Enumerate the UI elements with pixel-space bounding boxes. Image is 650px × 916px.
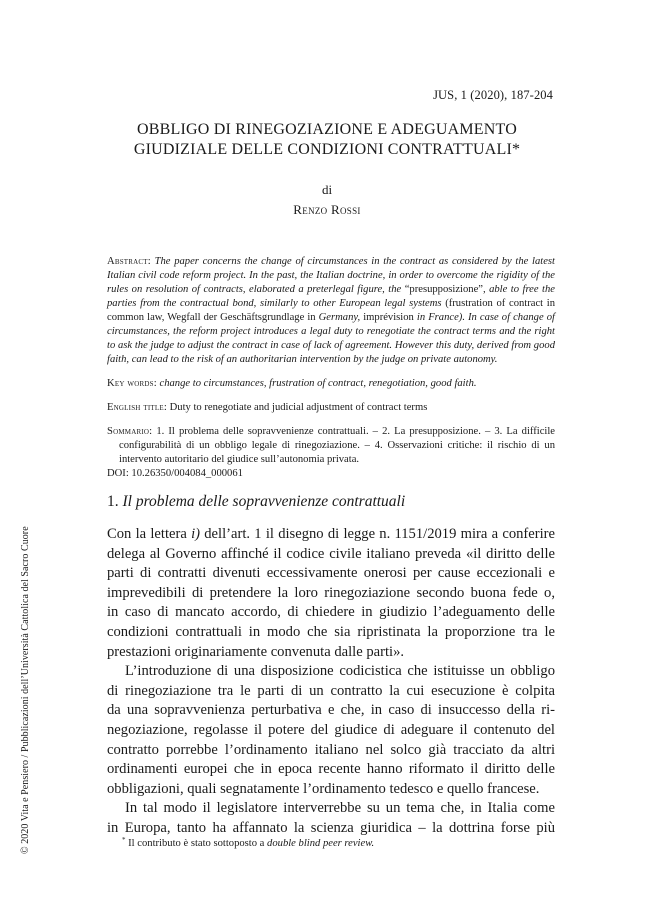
title-footnote-mark: * — [511, 141, 521, 158]
doi: DOI: 10.26350/004084_000061 — [107, 468, 243, 479]
p1-line-3: parti di contratti divenuti eccessivamente onerosi per cause eccezionali e — [107, 565, 555, 582]
title-line-2 — [107, 140, 547, 160]
author-name: Renzo Rossi — [293, 202, 361, 217]
section-heading — [107, 493, 405, 511]
p1-line-1-b: dell’art. 1 il disegno di legge n. 1151/2019 mira a conferire — [200, 526, 556, 542]
paragraph-1 — [107, 525, 555, 662]
p2-line-3: da una sopravvenienza perturbativa e che, in caso di insuccesso della ri- — [107, 702, 555, 719]
p1-line-1-a: Con la lettera — [107, 526, 192, 542]
p1-line-4: imprevedibili di pretendere la loro rinegoziazione secondo buona fede o, — [107, 584, 555, 601]
p1-line-7: prestazioni originariamente convenuta dalle parti». — [107, 643, 405, 660]
paragraph-2 — [107, 662, 555, 799]
footnote-mark: * — [122, 836, 126, 844]
title-line-2-text: GIUDIZIALE DELLE CONDIZIONI CONTRATTUALI — [133, 141, 512, 158]
p2-line-1: L’introduzione di una disposizione codicistica che istituisse un obbligo — [125, 663, 555, 680]
english-title-text: Duty to renegotiate and judicial adjustment of contract terms — [169, 402, 428, 413]
p3-line-2: in Europa, tanto ha affannato la scienza giuridica – la dottrina forse più — [107, 819, 555, 836]
abstract-label: Abstract: — [107, 256, 151, 267]
abstract — [107, 255, 555, 367]
abstract-text-c: , able to free the parties from the contractual bond, similarly to other European legal systems — [107, 284, 555, 309]
p2-line-7: obbligazioni, quali segnatamente l’ordinamento tedesco e quello francese. — [107, 780, 540, 797]
p2-line-5: contratto porrebbe l’ordinamento italiano nel solco già tracciato da altri — [107, 741, 555, 758]
p2-line-6: ordinamenti europei che in epoca recente hanno riformato il diritto delle — [107, 761, 555, 778]
p1-line-1-i: i) — [191, 526, 200, 542]
footnote-text-a: Il contributo è stato sottoposto a — [128, 838, 265, 849]
p1-line-1 — [107, 525, 555, 545]
keywords-text: change to circumstances, frustration of contract, renegotiation, good faith. — [159, 378, 477, 389]
footnote-text-b: double blind peer review. — [267, 838, 375, 849]
p1-line-2: delega al Governo affinché il codice civile italiano preveda «il diritto delle — [107, 545, 555, 562]
section-title: Il problema delle sopravvenienze contrattuali — [122, 493, 406, 510]
p3-line-1: In tal modo il legislatore interverrebbe su un tema che, in Italia come — [125, 800, 555, 817]
p2-line-2: di rinegoziazione tra le parti di un contratto la cui esecuzione è colpita — [107, 682, 555, 699]
summary-text: 1. Il problema delle sopravvenienze contrattuali. – 2. La presupposizione. – 3. La difficile configurabilità di un obbligo legale di rinegoziazione. – 4. Osservazioni critiche: il rischio di un intervento autoritario del giudice sull’autonomia privata. — [119, 426, 555, 465]
summary-body — [107, 425, 555, 467]
summary-label: Sommario: — [107, 426, 153, 437]
abstract-text-d: (frustration of contract in common law, Wegfall der Geschäftsgrundlage in — [107, 298, 556, 323]
abstract-text-f: imprévision — [363, 312, 414, 323]
byline-di: di — [321, 182, 333, 197]
abstract-text-a: The paper concerns the change of circumstances in the contract as considered by the latest Italian civil code reform project. In the past, the Italian doctrine, in order to overcome the rigidity of the rules on resolution of contracts, elaborated a preterlegal figure, the — [107, 256, 555, 295]
copyright-side-notice: © 2020 Vita e Pensiero / Pubblicazioni dell’Università Cattolica del Sacro Cuore — [20, 526, 31, 854]
abstract-text-g: in France). In case of change of circumstances, the reform project introduces a legal duty to renegotiate the contract terms and the right to ask the judge to adjust the contract in case of lack of agreement. However this duty, derived from good faith, can lead to the risk of an authoritarian intervention by the judge on private autonomy. — [107, 312, 555, 365]
running-head: JUS, 1 (2020), 187-204 — [433, 88, 553, 102]
p1-line-6: condizioni contrattuali in modo che sia ripristinata la proporzione tra le — [107, 623, 555, 640]
footnote — [122, 833, 374, 851]
body-text — [107, 525, 555, 839]
abstract-text-b: “presupposizione” — [404, 284, 483, 295]
p2-line-4: negoziazione, regolasse il potere del giudice di adeguare il contenuto del — [107, 721, 555, 738]
keywords-label: Key words: — [107, 378, 157, 389]
title-line-1: OBBLIGO DI RINEGOZIAZIONE E ADEGUAMENTO — [137, 121, 517, 138]
p1-line-5: in caso di mancato accordo, di chiedere in giudizio l’adeguamento delle — [107, 604, 555, 621]
keywords — [107, 377, 555, 391]
abstract-text-e: Germany, — [318, 312, 361, 323]
english-title-label: English title: — [107, 402, 167, 413]
english-title — [107, 401, 555, 415]
summary — [107, 425, 555, 467]
section-number: 1. — [107, 493, 119, 510]
article-title — [107, 120, 547, 160]
